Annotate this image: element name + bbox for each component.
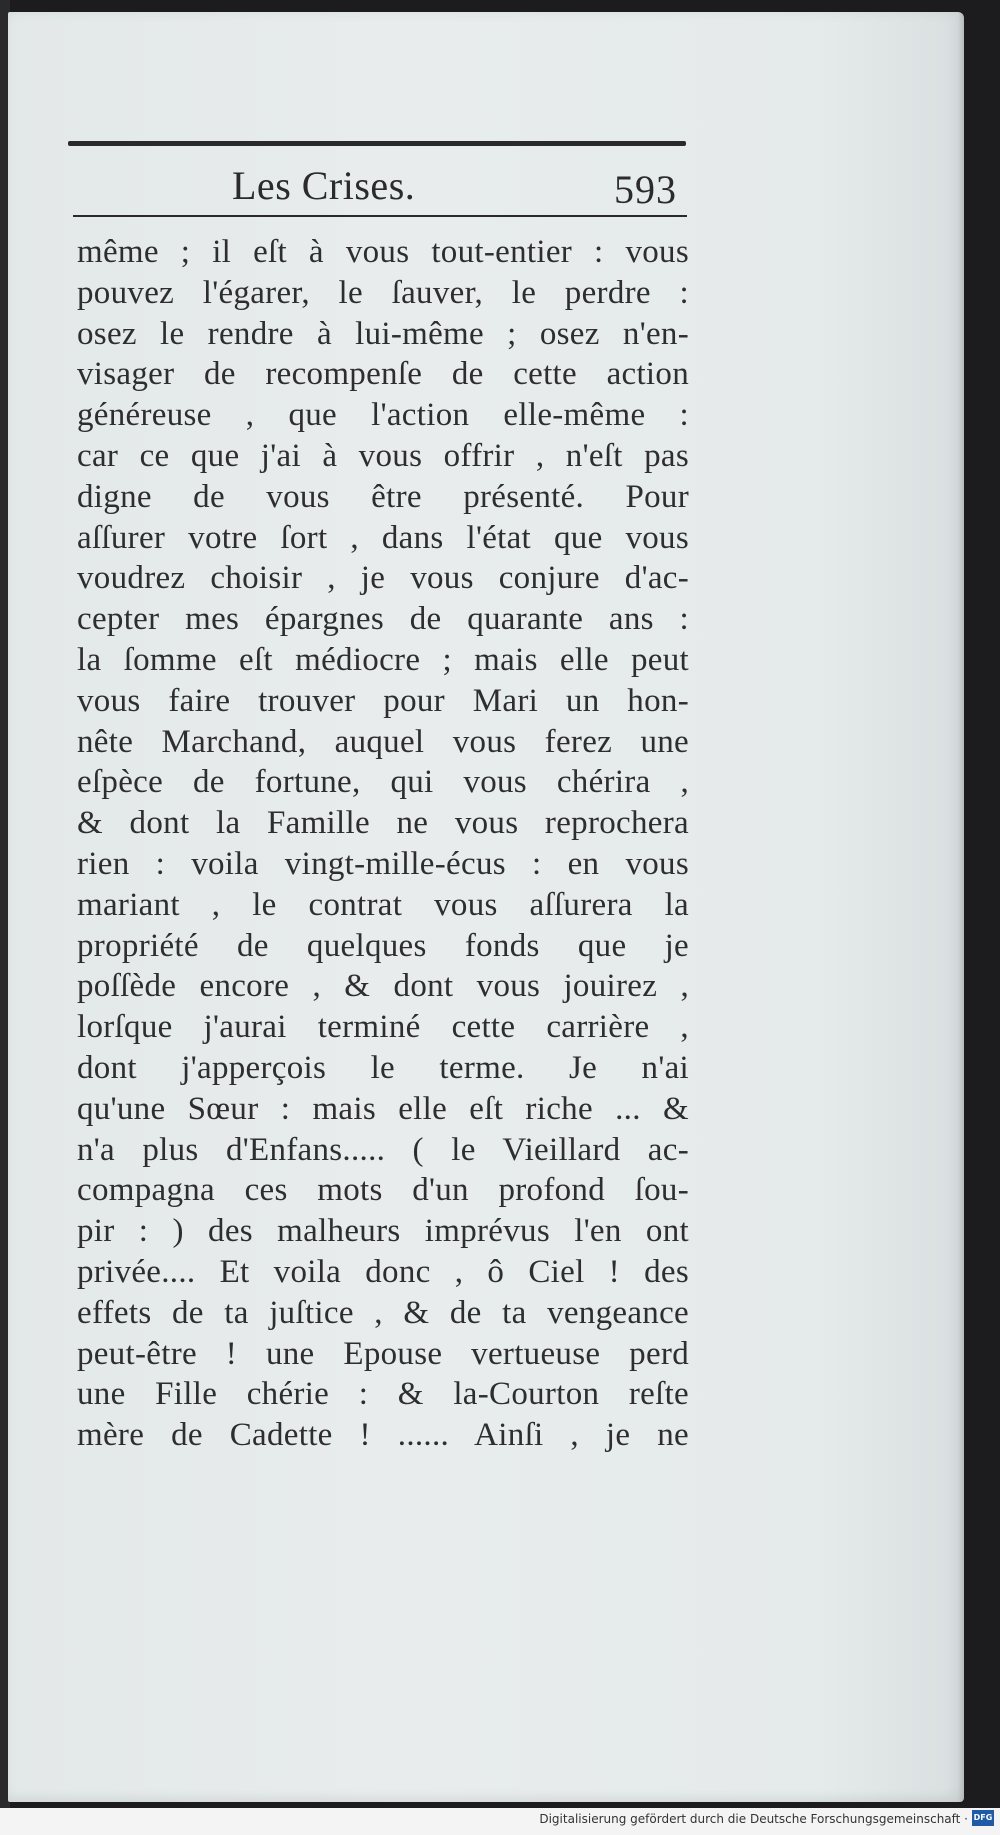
text-line: même ; il eſt à vous tout-entier : vous [77,234,689,270]
text-line: & dont la Famille ne vous reprochera [77,805,689,842]
text-line: une Fille chérie : & la-Courton reſte [77,1376,689,1413]
text-line: pir : ) des malheurs imprévus l'en ont [77,1213,689,1250]
text-line: effets de ta juſtice , & de ta vengeance [77,1294,689,1331]
dfg-logo-icon: DFG [972,1810,994,1826]
page-edge-shadow [958,12,964,1802]
text-line: généreuse , que l'action elle-même : [77,397,689,434]
text-line: voudrez choisir , je vous conjure d'ac- [77,560,689,597]
text-line: rien : voila vingt-mille-écus : en vous [77,845,689,882]
text-line: nête Marchand, auquel vous ferez une [77,723,689,760]
text-line: visager de recompenſe de cette action [77,356,689,393]
text-line: mère de Cadette ! ...... Ainſi , je ne [77,1417,689,1454]
text-line: poſſède encore , & dont vous jouirez , [77,968,689,1005]
text-line: compagna ces mots d'un profond ſou- [77,1172,689,1209]
text-line: privée.... Et voila donc , ô Ciel ! des [77,1253,689,1290]
header-rule-top [68,141,686,146]
text-line: la ſomme eſt médiocre ; mais elle peut [77,641,689,678]
text-line: propriété de quelques fonds que je [77,927,689,964]
text-line: n'a plus d'Enfans..... ( le Vieillard ac- [77,1131,689,1168]
text-line: osez le rendre à lui-même ; osez n'en- [77,315,689,352]
text-line: dont j'apperçois le terme. Je n'ai [77,1049,689,1086]
body-text [77,232,689,1456]
text-line: peut-être ! une Epouse vertueuse perd [77,1335,689,1372]
text-line: qu'une Sœur : mais elle eſt riche ... & [77,1090,689,1127]
digitization-credit: Digitalisierung gefördert durch die Deutsche Forschungsgemeinschaft · [539,1812,968,1826]
page-number: 593 [614,167,677,212]
text-line: digne de vous être présenté. Pour [77,478,689,515]
text-line: car ce que j'ai à vous offrir , n'eſt pas [77,437,689,474]
header-rule-bottom [73,215,687,217]
text-line: pouvez l'égarer, le ſauver, le perdre : [77,274,689,311]
text-line: aſſurer votre ſort , dans l'état que vous [77,519,689,556]
running-title: Les Crises. [232,163,416,208]
text-line: cepter mes épargnes de quarante ans : [77,601,689,638]
text-line: mariant , le contrat vous aſſurera la [77,886,689,923]
text-line: lorſque j'aurai terminé cette carrière , [77,1009,689,1046]
text-line: vous faire trouver pour Mari un hon- [77,682,689,719]
text-line: eſpèce de fortune, qui vous chérira , [77,764,689,801]
